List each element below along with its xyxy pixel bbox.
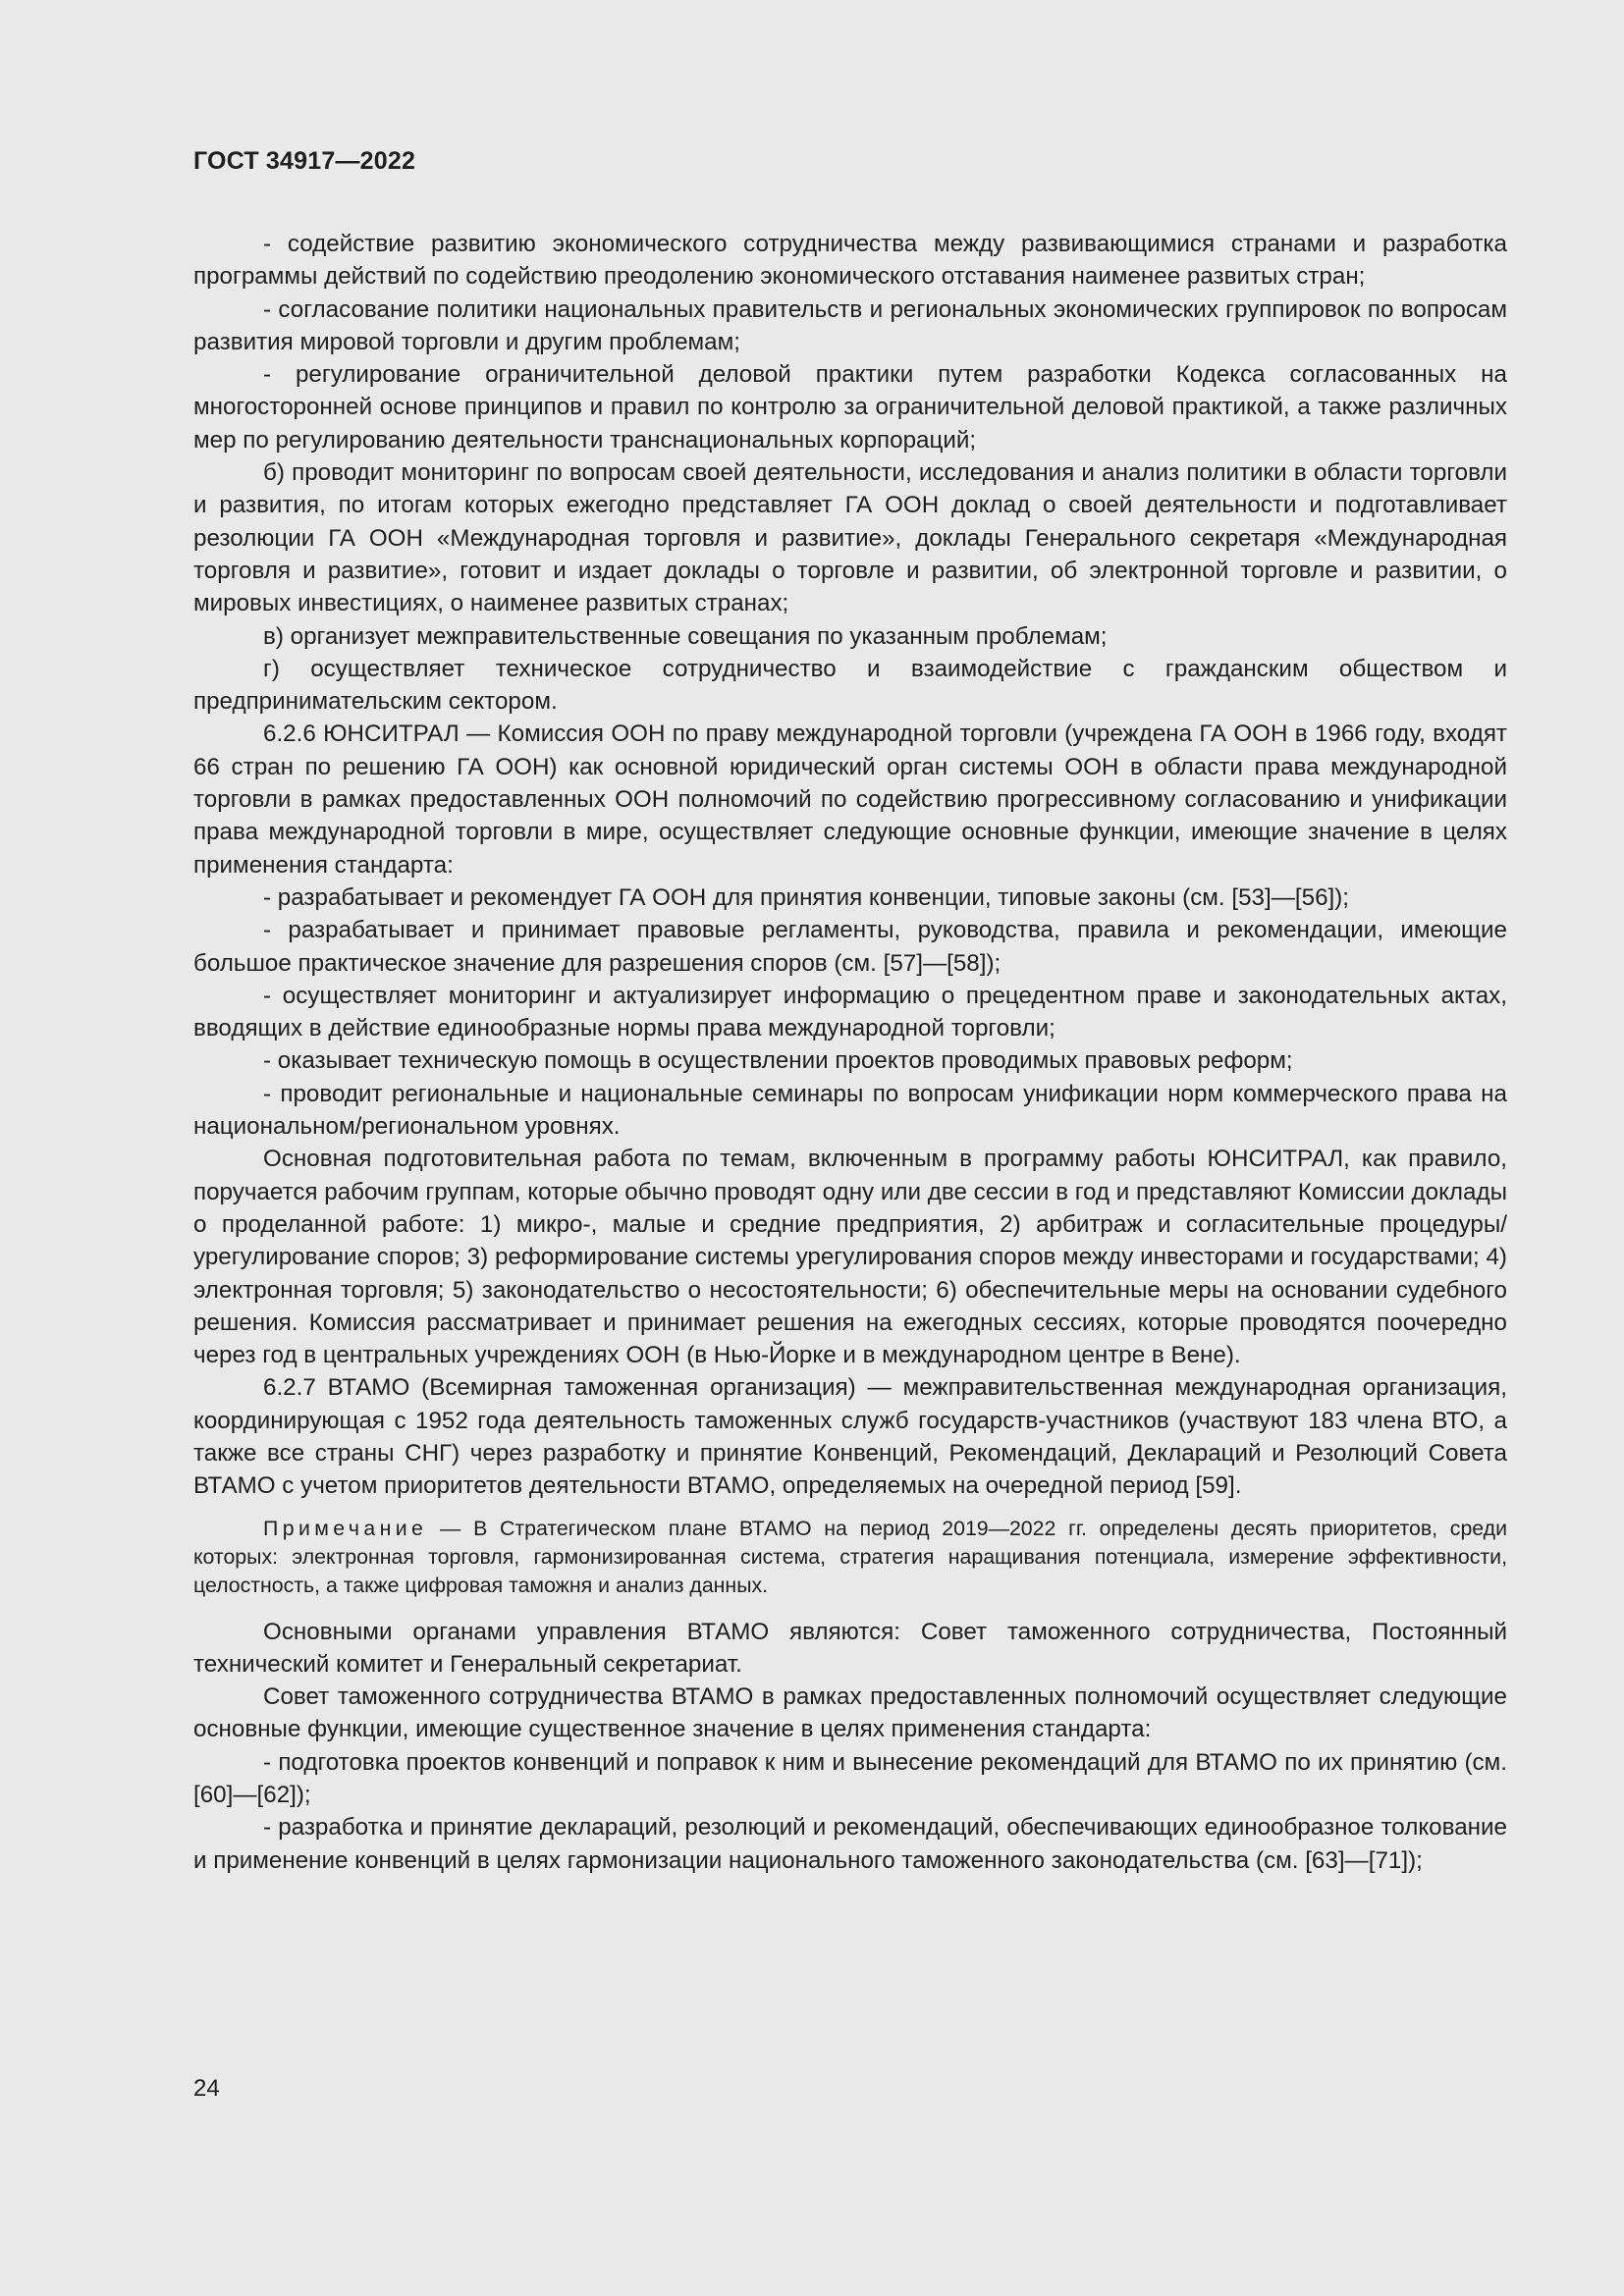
- paragraph: в) организует межправительственные совещания по указанным проблемам;: [263, 622, 1108, 650]
- paragraph: 6.2.6 ЮНСИТРАЛ — Комиссия ООН по праву международной торговли (учреждена ГА ООН в 1966 году, входят 66 стран по решению ГА ООН) как основной юридический орган системы ООН в области права международной торговли в рамках предоставленных ООН полномочий по содействию прогрессивному согласованию и унификации права международной торговли в мире, осуществляет следующие основные функции, имеющие значение в целях применения стандарта:: [193, 721, 1507, 879]
- paragraph: Основными органами управления ВТАМО являются: Совет таможенного сотрудничества, Постоянный технический комитет и Генеральный секретариат.: [193, 1618, 1507, 1678]
- paragraph: - разработка и принятие деклараций, резолюций и рекомендаций, обеспечивающих единообразное толкование и применение конвенций в целях гармонизации национального таможенного законодательства (см. [63]—[71]);: [193, 1814, 1507, 1874]
- note-text: — В Стратегическом плане ВТАМО на период 2019—2022 гг. определены десять приоритетов, среди которых: электронная торговля, гармонизированная система, стратегия наращивания потенциала, измерение эффективности, целостность, а также цифровая таможня и анализ данных.: [193, 1516, 1507, 1597]
- note: [193, 1515, 1507, 1600]
- paragraph: - регулирование ограничительной деловой практики путем разработки Кодекса согласованных на многосторонней основе принципов и правил по контролю за ограничительной деловой практикой, а также различных мер по регулированию деятельности транснациональных корпораций;: [193, 361, 1507, 454]
- note-label: Примечание: [263, 1516, 428, 1540]
- paragraph: - разрабатывает и принимает правовые регламенты, руководства, правила и рекомендации, имеющие большое практическое значение для разрешения споров (см. [57]—[58]);: [193, 917, 1507, 977]
- paragraph: б) проводит мониторинг по вопросам своей деятельности, исследования и анализ политики в области торговли и развития, по итогам которых ежегодно представляет ГА ООН доклад о своей деятельности и подготавливает резолюции ГА ООН «Международная торговля и развитие», доклады Генерального секретаря «Международная торговля и развитие», готовит и издает доклады о торговле и развитии, об электронной торговле и развитии, о мировых инвестициях, о наименее развитых странах;: [193, 459, 1507, 617]
- paragraph: 6.2.7 ВТАМО (Всемирная таможенная организация) — межправительственная международная организация, координирующая с 1952 года деятельность таможенных служб государств-участников (участвуют 183 члена ВТО, а также все страны СНГ) через разработку и принятие Конвенций, Рекомендаций, Деклараций и Резолюций Совета ВТАМО с учетом приоритетов деятельности ВТАМО, определяемых на очередной период [59].: [193, 1374, 1507, 1500]
- paragraph: Основная подготовительная работа по темам, включенным в программу работы ЮНСИТРАЛ, как правило, поручается рабочим группам, которые обычно проводят одну или две сессии в год и представляют Комиссии доклады о проделанной работе: 1) микро-, малые и средние предприятия, 2) арбитраж и согласительные процедуры/урегулирование споров; 3) реформирование системы урегулирования споров между инвесторами и государствами; 4) электронная торговля; 5) законодательство о несостоятельности; 6) обеспечительные меры на основании судебного решения. Комиссия рассматривает и принимает решения на ежегодных сессиях, которые проводятся поочередно через год в центральных учреждениях ООН (в Нью-Йорке и в международном центре в Вене).: [193, 1146, 1507, 1369]
- paragraph: - согласование политики национальных правительств и региональных экономических группировок по вопросам развития мировой торговли и другим проблемам;: [193, 295, 1507, 355]
- page-number: 24: [193, 2075, 220, 2102]
- paragraph: - разрабатывает и рекомендует ГА ООН для принятия конвенции, типовые законы (см. [53]—[56]);: [263, 883, 1350, 911]
- paragraph: - оказывает техническую помощь в осуществлении проектов проводимых правовых реформ;: [263, 1047, 1293, 1075]
- paragraph: - осуществляет мониторинг и актуализирует информацию о прецедентном праве и законодательных актах, вводящих в действие единообразные нормы права международной торговли;: [193, 982, 1507, 1042]
- paragraph: г) осуществляет техническое сотрудничество и взаимодействие с гражданским обществом и предпринимательским сектором.: [193, 655, 1507, 716]
- paragraph: Совет таможенного сотрудничества ВТАМО в рамках предоставленных полномочий осуществляет следующие основные функции, имеющие существенное значение в целях применения стандарта:: [193, 1683, 1507, 1743]
- paragraph: - содействие развитию экономического сотрудничества между развивающимися странами и разработка программы действий по содействию преодолению экономического отставания наименее развитых стран;: [193, 231, 1507, 291]
- paragraph: - проводит региональные и национальные семинары по вопросам унификации норм коммерческого права на национальном/региональном уровнях.: [193, 1080, 1507, 1141]
- paragraph: - подготовка проектов конвенций и поправок к ним и вынесение рекомендаций для ВТАМО по их принятию (см. [60]—[62]);: [193, 1748, 1507, 1809]
- document-body: [193, 228, 1507, 1877]
- document-header: ГОСТ 34917—2022: [193, 147, 416, 175]
